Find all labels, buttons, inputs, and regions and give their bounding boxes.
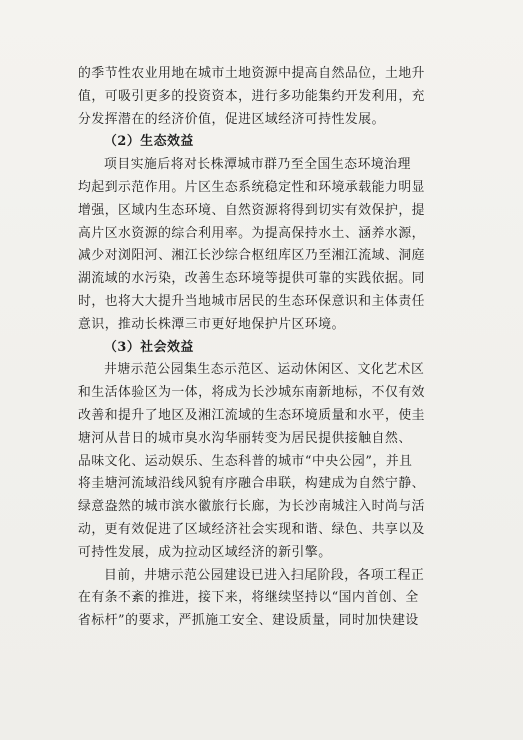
paragraph-social-benefit (78, 359, 444, 564)
text-line: 值，可吸引更多的投资资本，进行多功能集约开发利用，充 (78, 88, 426, 104)
text-line: 均起到示范作用。片区生态系统稳定性和环境承载能力明显 (78, 179, 426, 195)
section-heading-social-benefit: （3）社会效益 (104, 339, 194, 355)
text-line: 和生活体验区为一体，将成为长沙城东南新地标，不仅有效 (78, 385, 426, 401)
text-line: 减少对浏阳河、湘江长沙综合枢纽库区乃至湘江流域、洞庭 (78, 248, 426, 264)
text-line: 意识，推动长株潭三市更好地保护片区环境。 (78, 316, 345, 332)
text-line: 井塘示范公园集生态示范区、运动休闲区、文化艺术区 (104, 362, 425, 378)
section-heading-ecological-benefit: （2）生态效益 (104, 134, 194, 150)
text-line: 改善和提升了地区及湘江流域的生态环境质量和水平，使圭 (78, 407, 426, 423)
text-line: 可持性发展，成为拉动区域经济的新引擎。 (78, 544, 332, 560)
text-line: 分发挥潜在的经济价值，促进区域经济可持性发展。 (78, 111, 385, 127)
text-line: 在有条不紊的推进，接下来，将继续坚持以“国内首创、全 (78, 590, 419, 606)
paragraph-ecological-benefit (78, 154, 444, 336)
text-line: 湖流域的水污染，改善生态环境等提供可靠的实践依据。同 (78, 271, 426, 287)
text-line: 绿意盎然的城市滨水徽旅行长廊，为长沙南城注入时尚与活 (78, 499, 426, 515)
text-line: 的季节性农业用地在城市土地资源中提高自然品位，土地升 (78, 66, 426, 81)
text-line: 动，更有效促进了区域经济社会实现和谐、绿色、共享以及 (78, 521, 426, 537)
text-line: 高片区水资源的综合利用率。为提高保持水土、涵养水源， (78, 225, 426, 241)
text-line: 将圭塘河流域沿线风貌有序融合串联，构建成为自然宁静、 (78, 476, 426, 492)
text-line: 增强，区域内生态环境、自然资源将得到切实有效保护，提 (78, 202, 426, 218)
paragraph-current-progress (78, 565, 444, 633)
document-body (78, 63, 444, 633)
text-line: 品味文化、运动娱乐、生态科普的城市“中央公园”，并且 (78, 453, 413, 469)
text-line: 目前，井塘示范公园建设已进入扫尾阶段，各项工程正 (104, 567, 425, 583)
text-line: 项目实施后将对长株潭城市群乃至全国生态环境治理 (104, 157, 411, 173)
paragraph-land-value (78, 63, 444, 131)
text-line: 时，也将大大提升当地城市居民的生态环保意识和主体责任 (78, 293, 426, 309)
text-line: 塘河从昔日的城市臭水沟华丽转变为居民提供接触自然、 (78, 430, 412, 446)
text-line: 省标杆”的要求，严抓施工安全、建设质量，同时加快建设 (78, 613, 419, 629)
